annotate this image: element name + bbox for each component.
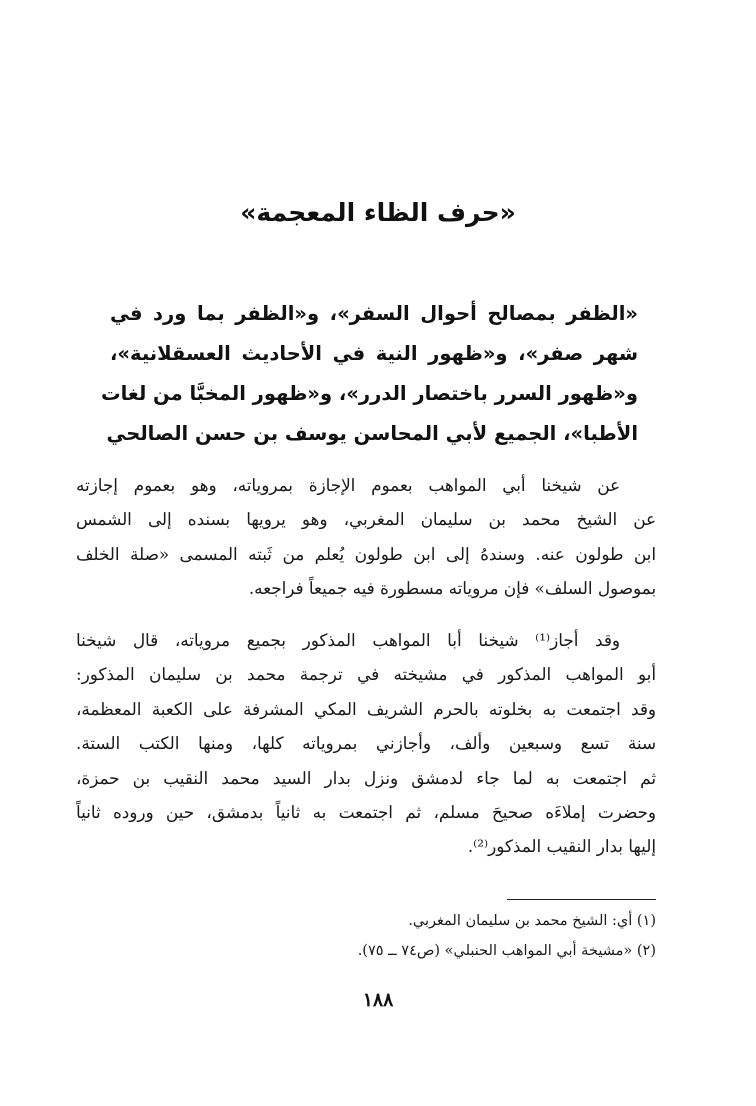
footnote-2: (٢) «مشيخة أبي المواهب الحنبلي» (ص٧٤ ــ ٧٥). <box>357 943 656 959</box>
entry-heading-line: شهر صفر»، و«ظهور النية في الأحاديث العسقلانية»، <box>110 342 638 365</box>
paragraph-line: سنة تسع وسبعين وألف، وأجازني بمروياته كلها، ومنها الكتب الستة. <box>76 733 656 754</box>
chapter-title: «حرف الظاء المعجمة» <box>240 198 516 227</box>
paragraph-line: وقد أجاز⁽¹⁾ شيخنا أبا المواهب المذكور بجميع مروياته، قال شيخنا <box>76 630 620 650</box>
entry-heading-line: و«ظهور السرر باختصار الدرر»، و«ظهور المخبَّا من لغات <box>101 382 638 405</box>
entry-heading <box>101 294 638 454</box>
paragraph-line: بموصول السلف» فإن مروياته مسطورة فيه جميعاً فراجعه. <box>248 578 656 599</box>
entry-heading-line: الأطبا»، الجميع لأبي المحاسن يوسف بن حسن الصالحي <box>106 422 638 445</box>
footnote-1: (١) أي: الشيخ محمد بن سليمان المغربي. <box>408 913 656 929</box>
paragraph-1 <box>76 468 656 606</box>
entry-heading-line: «الظفر بمصالح أحوال السفر»، و«الظفر بما ورد في <box>110 302 638 325</box>
paragraph-line: ابن طولون عنه. وسندهُ إلى ابن طولون يُعلم من ثَبته المسمى «صلة الخلف <box>76 543 656 564</box>
paragraph-line: ثم اجتمعت به لما جاء لدمشق ونزل بدار السيد محمد النقيب بن حمزة، <box>76 767 656 788</box>
paragraph-line: وقد اجتمعت به بخلوته بالحرم الشريف المكي المشرفة على الكعبة المعظمة، <box>76 698 656 719</box>
paragraph-line: وحضرت إملاءَه صحيحَ مسلم، ثم اجتمعت به ثانياً بدمشق، حين وروده ثانياً <box>76 801 656 822</box>
page-number: ١٨٨ <box>362 989 394 1011</box>
footnotes <box>300 906 656 966</box>
paragraph-2 <box>76 623 656 864</box>
paragraph-line: أبو المواهب المذكور في مشيخته في ترجمة محمد بن سليمان المذكور: <box>76 664 656 685</box>
paragraph-line: عن الشيخ محمد بن سليمان المغربي، وهو يرويها بسنده إلى الشمس <box>76 509 656 530</box>
paragraph-line: إليها بدار النقيب المذكور⁽²⁾. <box>467 836 656 857</box>
paragraph-line: عن شيخنا أبي المواهب بعموم الإجازة بمروياته، وهو بعموم إجازته <box>76 475 620 495</box>
footnote-divider <box>507 899 656 900</box>
